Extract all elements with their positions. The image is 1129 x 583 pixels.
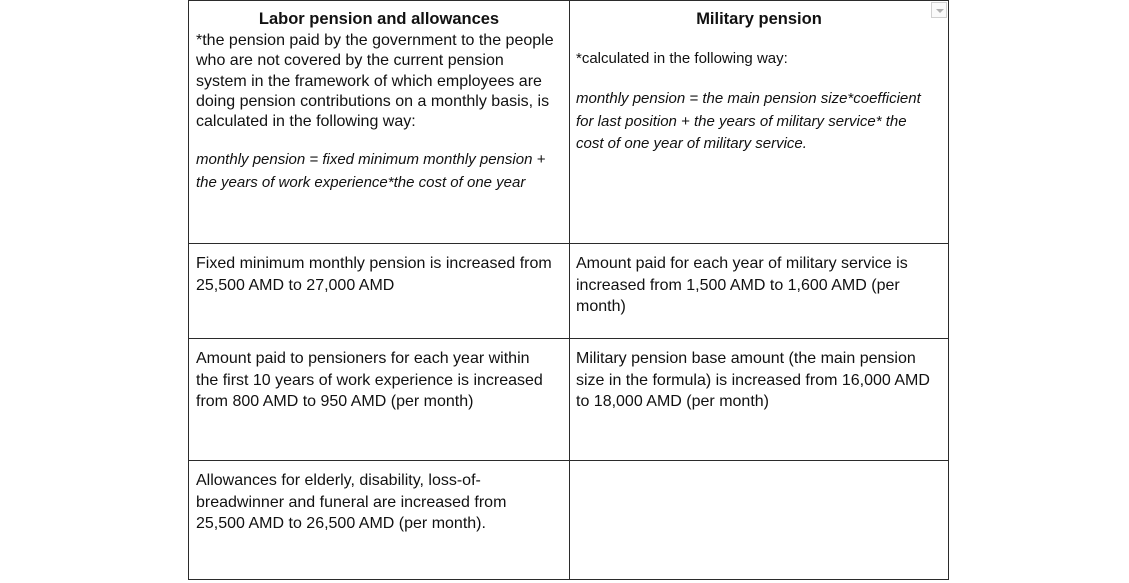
left-row1-text: Fixed minimum monthly pension is increased from 25,500 AMD to 27,000 AMD [196, 255, 552, 294]
row-divider-3 [189, 460, 948, 461]
row-divider-1 [189, 243, 948, 244]
left-row2-text: Amount paid to pensioners for each year within the first 10 years of work experience is increased from 800 AMD to 950 AMD (per month) [196, 350, 543, 410]
right-header-formula: monthly pension = the main pension size*coefficient for last position + the years of military service* the cost of one year of military service. [576, 90, 921, 152]
left-header-title: Labor pension and allowances [258, 10, 500, 28]
row-divider-2 [189, 338, 948, 339]
right-header-note: *calculated in the following way: [576, 50, 788, 67]
chevron-down-icon[interactable] [931, 2, 947, 18]
right-row2-text: Military pension base amount (the main pension size in the formula) is increased from 16,000 AMD to 18,000 AMD (per month) [576, 350, 930, 410]
right-header-title: Military pension [696, 10, 822, 28]
left-header-note: *the pension paid by the government to the people who are not covered by the current pension system in the framework of which employees are doing pension contributions on a monthly basis, is calculated in the following way: [196, 32, 554, 131]
left-header-formula: monthly pension = fixed minimum monthly pension + the years of work experience*the cost of one year [196, 151, 546, 191]
pension-table [188, 0, 949, 580]
left-row3-text: Allowances for elderly, disability, loss-of-breadwinner and funeral are increased from 25,500 AMD to 26,500 AMD (per month). [196, 472, 507, 532]
right-row1-text: Amount paid for each year of military service is increased from 1,500 AMD to 1,600 AMD (per month) [576, 255, 908, 315]
